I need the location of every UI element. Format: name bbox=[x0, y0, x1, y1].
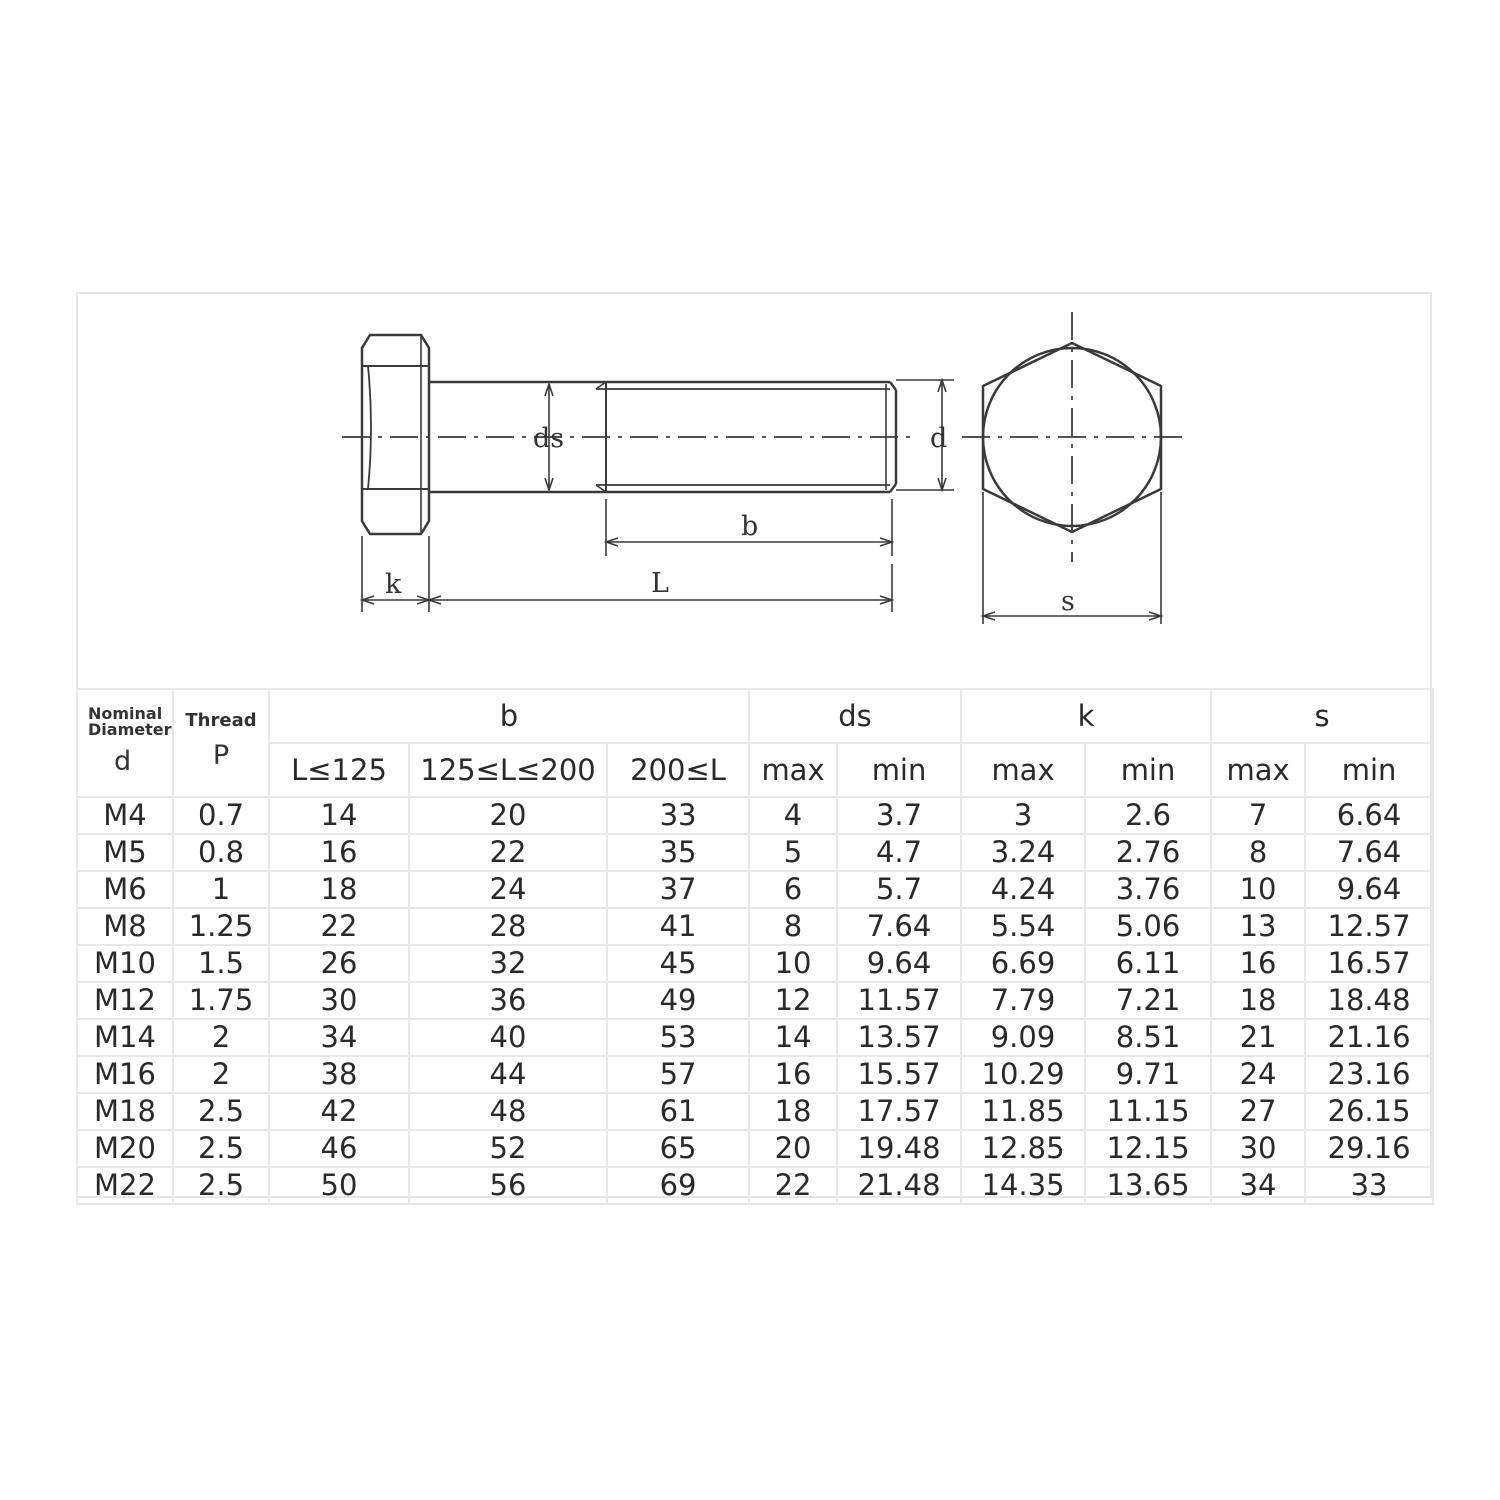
nominal-line-2: Diameter bbox=[88, 720, 172, 739]
cell-b-l125: 26 bbox=[269, 945, 409, 982]
cell-b-l125-200: 20 bbox=[409, 797, 607, 834]
cell-k-min: 9.71 bbox=[1085, 1056, 1211, 1093]
table-row bbox=[77, 797, 1433, 834]
cell-ds-min: 19.48 bbox=[837, 1130, 961, 1167]
cell-thread: 2.5 bbox=[173, 1093, 269, 1130]
cell-ds-min: 11.57 bbox=[837, 982, 961, 1019]
b-col-3-header: 200≤L bbox=[607, 743, 749, 797]
spec-table-body bbox=[77, 797, 1433, 1204]
cell-b-l125: 16 bbox=[269, 834, 409, 871]
cell-s-min: 29.16 bbox=[1305, 1130, 1433, 1167]
cell-b-l125-200: 56 bbox=[409, 1167, 607, 1204]
cell-s-max: 7 bbox=[1211, 797, 1305, 834]
cell-b-l200: 37 bbox=[607, 871, 749, 908]
cell-b-l125: 42 bbox=[269, 1093, 409, 1130]
cell-nominal: M5 bbox=[77, 834, 173, 871]
cell-nominal: M20 bbox=[77, 1130, 173, 1167]
cell-b-l125-200: 24 bbox=[409, 871, 607, 908]
cell-s-max: 24 bbox=[1211, 1056, 1305, 1093]
cell-b-l125-200: 52 bbox=[409, 1130, 607, 1167]
cell-k-max: 9.09 bbox=[961, 1019, 1085, 1056]
cell-k-min: 12.15 bbox=[1085, 1130, 1211, 1167]
cell-s-min: 33 bbox=[1305, 1167, 1433, 1204]
k-max-header: max bbox=[961, 743, 1085, 797]
cell-thread: 1.5 bbox=[173, 945, 269, 982]
cell-thread: 2 bbox=[173, 1056, 269, 1093]
cell-b-l200: 69 bbox=[607, 1167, 749, 1204]
cell-s-max: 8 bbox=[1211, 834, 1305, 871]
ds-label: ds bbox=[533, 423, 565, 454]
cell-nominal: M8 bbox=[77, 908, 173, 945]
cell-s-max: 18 bbox=[1211, 982, 1305, 1019]
nominal-symbol: d bbox=[114, 746, 132, 777]
cell-s-min: 26.15 bbox=[1305, 1093, 1433, 1130]
group-header-row bbox=[77, 689, 1433, 743]
table-row bbox=[77, 1130, 1433, 1167]
cell-b-l125-200: 28 bbox=[409, 908, 607, 945]
cell-thread: 2.5 bbox=[173, 1167, 269, 1204]
b-col-2-header: 125≤L≤200 bbox=[409, 743, 607, 797]
cell-b-l200: 35 bbox=[607, 834, 749, 871]
cell-b-l200: 61 bbox=[607, 1093, 749, 1130]
cell-nominal: M6 bbox=[77, 871, 173, 908]
cell-s-min: 12.57 bbox=[1305, 908, 1433, 945]
cell-k-min: 8.51 bbox=[1085, 1019, 1211, 1056]
cell-thread: 2.5 bbox=[173, 1130, 269, 1167]
cell-b-l200: 49 bbox=[607, 982, 749, 1019]
cell-nominal: M16 bbox=[77, 1056, 173, 1093]
cell-b-l200: 41 bbox=[607, 908, 749, 945]
thread-symbol: P bbox=[212, 740, 230, 771]
s-label: s bbox=[1061, 586, 1075, 617]
cell-b-l125: 18 bbox=[269, 871, 409, 908]
cell-b-l125-200: 48 bbox=[409, 1093, 607, 1130]
cell-nominal: M10 bbox=[77, 945, 173, 982]
cell-ds-min: 7.64 bbox=[837, 908, 961, 945]
cell-b-l125: 34 bbox=[269, 1019, 409, 1056]
cell-k-min: 11.15 bbox=[1085, 1093, 1211, 1130]
cell-b-l125: 38 bbox=[269, 1056, 409, 1093]
s-min-header: min bbox=[1305, 743, 1433, 797]
cell-b-l200: 65 bbox=[607, 1130, 749, 1167]
cell-ds-min: 9.64 bbox=[837, 945, 961, 982]
cell-k-max: 5.54 bbox=[961, 908, 1085, 945]
cell-k-max: 3 bbox=[961, 797, 1085, 834]
L-label: L bbox=[651, 568, 669, 599]
cell-s-max: 21 bbox=[1211, 1019, 1305, 1056]
cell-k-min: 5.06 bbox=[1085, 908, 1211, 945]
cell-nominal: M22 bbox=[77, 1167, 173, 1204]
cell-b-l125: 46 bbox=[269, 1130, 409, 1167]
cell-ds-max: 20 bbox=[749, 1130, 837, 1167]
cell-nominal: M12 bbox=[77, 982, 173, 1019]
table-row bbox=[77, 908, 1433, 945]
cell-b-l125-200: 22 bbox=[409, 834, 607, 871]
cell-ds-max: 8 bbox=[749, 908, 837, 945]
cell-s-max: 16 bbox=[1211, 945, 1305, 982]
ds-min-header: min bbox=[837, 743, 961, 797]
cell-ds-max: 18 bbox=[749, 1093, 837, 1130]
k-L-dimension bbox=[362, 536, 892, 612]
cell-k-max: 3.24 bbox=[961, 834, 1085, 871]
cell-s-max: 10 bbox=[1211, 871, 1305, 908]
s-max-header: max bbox=[1211, 743, 1305, 797]
table-row bbox=[77, 1167, 1433, 1204]
cell-nominal: M4 bbox=[77, 797, 173, 834]
bolt-drawing bbox=[78, 294, 1430, 690]
cell-s-max: 34 bbox=[1211, 1167, 1305, 1204]
cell-thread: 1.25 bbox=[173, 908, 269, 945]
ds-max-header: max bbox=[749, 743, 837, 797]
cell-k-max: 14.35 bbox=[961, 1167, 1085, 1204]
cell-k-max: 4.24 bbox=[961, 871, 1085, 908]
cell-ds-max: 4 bbox=[749, 797, 837, 834]
cell-nominal: M14 bbox=[77, 1019, 173, 1056]
thread-label: Thread bbox=[185, 710, 257, 731]
cell-b-l200: 53 bbox=[607, 1019, 749, 1056]
cell-k-min: 3.76 bbox=[1085, 871, 1211, 908]
cell-b-l125-200: 32 bbox=[409, 945, 607, 982]
table-row bbox=[77, 1056, 1433, 1093]
cell-thread: 1 bbox=[173, 871, 269, 908]
cell-ds-max: 10 bbox=[749, 945, 837, 982]
cell-ds-max: 22 bbox=[749, 1167, 837, 1204]
cell-ds-max: 12 bbox=[749, 982, 837, 1019]
cell-k-min: 2.76 bbox=[1085, 834, 1211, 871]
cell-ds-max: 14 bbox=[749, 1019, 837, 1056]
cell-ds-min: 15.57 bbox=[837, 1056, 961, 1093]
d-label: d bbox=[930, 423, 948, 454]
cell-b-l125-200: 44 bbox=[409, 1056, 607, 1093]
bolt-spec-table bbox=[76, 688, 1434, 1205]
cell-s-min: 6.64 bbox=[1305, 797, 1433, 834]
cell-k-min: 6.11 bbox=[1085, 945, 1211, 982]
b-label: b bbox=[741, 511, 759, 542]
cell-ds-min: 13.57 bbox=[837, 1019, 961, 1056]
cell-ds-max: 6 bbox=[749, 871, 837, 908]
sub-header-row bbox=[77, 743, 1433, 797]
cell-b-l125: 14 bbox=[269, 797, 409, 834]
cell-k-min: 7.21 bbox=[1085, 982, 1211, 1019]
cell-ds-min: 21.48 bbox=[837, 1167, 961, 1204]
group-s-header: s bbox=[1211, 689, 1433, 743]
cell-b-l125-200: 40 bbox=[409, 1019, 607, 1056]
cell-b-l125-200: 36 bbox=[409, 982, 607, 1019]
cell-ds-min: 3.7 bbox=[837, 797, 961, 834]
cell-ds-min: 5.7 bbox=[837, 871, 961, 908]
cell-ds-min: 17.57 bbox=[837, 1093, 961, 1130]
cell-k-max: 10.29 bbox=[961, 1056, 1085, 1093]
cell-b-l200: 33 bbox=[607, 797, 749, 834]
cell-k-min: 2.6 bbox=[1085, 797, 1211, 834]
cell-s-max: 30 bbox=[1211, 1130, 1305, 1167]
cell-s-max: 13 bbox=[1211, 908, 1305, 945]
cell-b-l200: 57 bbox=[607, 1056, 749, 1093]
cell-b-l200: 45 bbox=[607, 945, 749, 982]
k-label: k bbox=[385, 569, 402, 600]
cell-s-min: 23.16 bbox=[1305, 1056, 1433, 1093]
group-ds-header: ds bbox=[749, 689, 961, 743]
cell-ds-max: 16 bbox=[749, 1056, 837, 1093]
bolt-head-end-view bbox=[962, 312, 1182, 562]
cell-k-max: 12.85 bbox=[961, 1130, 1085, 1167]
bolt-head-side bbox=[362, 335, 429, 534]
b-col-1-header: L≤125 bbox=[269, 743, 409, 797]
cell-s-min: 7.64 bbox=[1305, 834, 1433, 871]
cell-k-min: 13.65 bbox=[1085, 1167, 1211, 1204]
cell-ds-max: 5 bbox=[749, 834, 837, 871]
table-row bbox=[77, 871, 1433, 908]
cell-s-max: 27 bbox=[1211, 1093, 1305, 1130]
table-row bbox=[77, 982, 1433, 1019]
table-row bbox=[77, 834, 1433, 871]
cell-s-min: 21.16 bbox=[1305, 1019, 1433, 1056]
cell-s-min: 9.64 bbox=[1305, 871, 1433, 908]
cell-s-min: 16.57 bbox=[1305, 945, 1433, 982]
table-row bbox=[77, 945, 1433, 982]
cell-b-l125: 30 bbox=[269, 982, 409, 1019]
cell-k-max: 7.79 bbox=[961, 982, 1085, 1019]
thread-header bbox=[173, 689, 269, 797]
cell-b-l125: 50 bbox=[269, 1167, 409, 1204]
k-min-header: min bbox=[1085, 743, 1211, 797]
cell-thread: 1.75 bbox=[173, 982, 269, 1019]
cell-s-min: 18.48 bbox=[1305, 982, 1433, 1019]
table-row bbox=[77, 1093, 1433, 1130]
nominal-diameter-header bbox=[77, 689, 173, 797]
cell-thread: 2 bbox=[173, 1019, 269, 1056]
spec-sheet-frame bbox=[76, 292, 1432, 1202]
cell-b-l125: 22 bbox=[269, 908, 409, 945]
cell-thread: 0.7 bbox=[173, 797, 269, 834]
table-row bbox=[77, 1019, 1433, 1056]
cell-k-max: 11.85 bbox=[961, 1093, 1085, 1130]
cell-thread: 0.8 bbox=[173, 834, 269, 871]
group-b-header: b bbox=[269, 689, 749, 743]
cell-ds-min: 4.7 bbox=[837, 834, 961, 871]
cell-k-max: 6.69 bbox=[961, 945, 1085, 982]
nominal-line-1: Nominal bbox=[88, 704, 163, 723]
group-k-header: k bbox=[961, 689, 1211, 743]
cell-nominal: M18 bbox=[77, 1093, 173, 1130]
